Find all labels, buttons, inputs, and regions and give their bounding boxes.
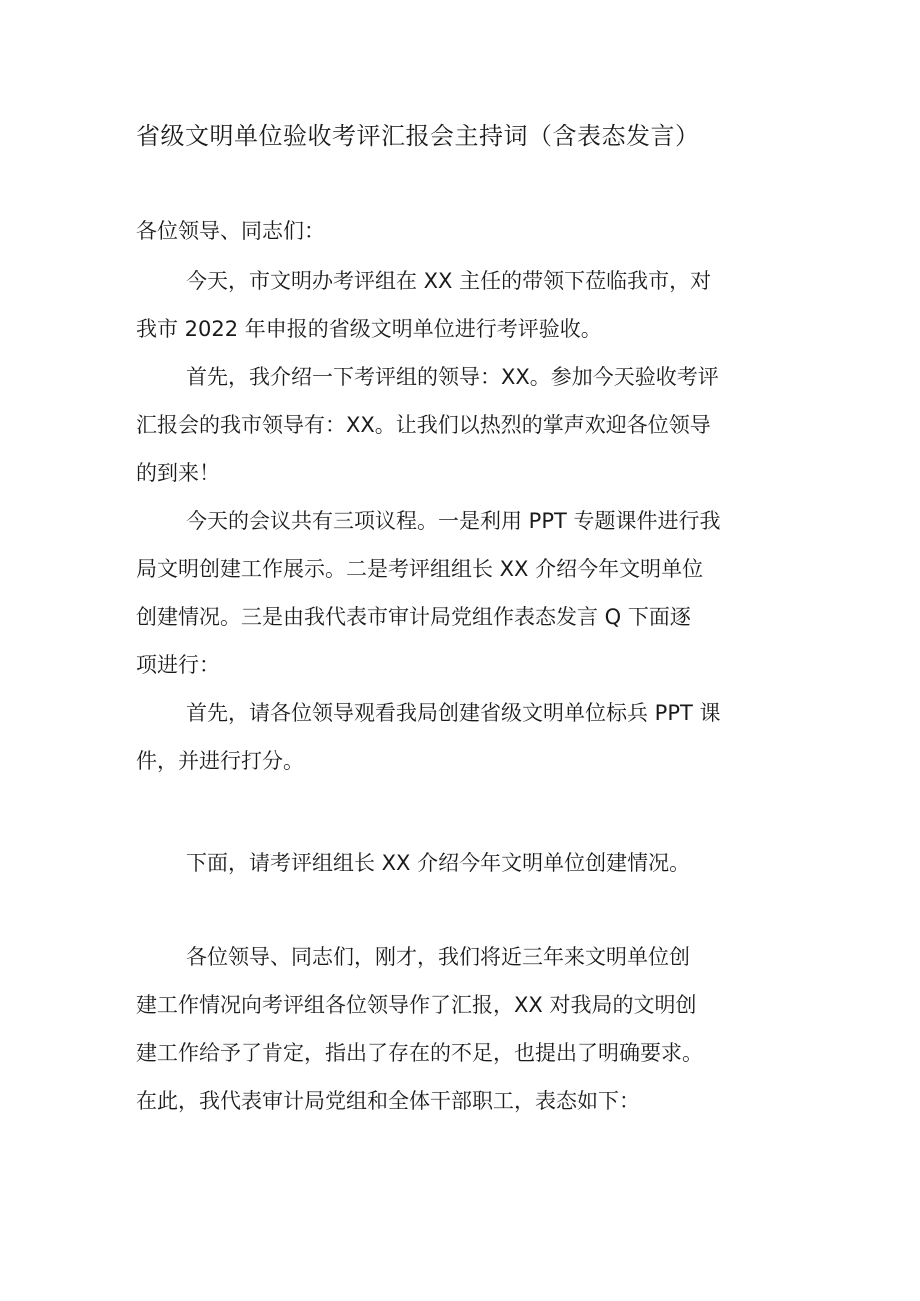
paragraph-line: 汇报会的我市领导有：XX。让我们以热烈的掌声欢迎各位领导	[136, 413, 711, 437]
paragraph-line: 在此，我代表审计局党组和全体干部职工，表态如下：	[136, 1089, 640, 1113]
paragraph-line: 创建情况。三是由我代表市审计局党组作表态发言 Q 下面逐	[136, 605, 691, 629]
paragraph-line: 我市 2022 年申报的省级文明单位进行考评验收。	[136, 317, 602, 341]
paragraph-line: 下面，请考评组组长 XX 介绍今年文明单位创建情况。	[186, 851, 691, 875]
paragraph-line: 建工作情况向考评组各位领导作了汇报，XX 对我局的文明创	[136, 993, 697, 1017]
paragraph-line: 的到来！	[136, 461, 220, 485]
paragraph-line: 今天的会议共有三项议程。一是利用 PPT 专题课件进行我	[186, 509, 721, 533]
paragraph-line: 首先，我介绍一下考评组的领导：XX。参加今天验收考评	[186, 365, 719, 389]
paragraph-line: 首先，请各位领导观看我局创建省级文明单位标兵 PPT 课	[186, 701, 721, 725]
paragraph-line: 件，并进行打分。	[136, 749, 304, 773]
paragraph-line: 局文明创建工作展示。二是考评组组长 XX 介绍今年文明单位	[136, 557, 704, 581]
paragraph-line: 项进行：	[136, 653, 220, 677]
document-title: 省级文明单位验收考评汇报会主持词（含表态发言）	[136, 122, 700, 150]
paragraph-line: 各位领导、同志们，刚才，我们将近三年来文明单位创	[186, 945, 690, 969]
paragraph-line: 今天，市文明办考评组在 XX 主任的带领下莅临我市，对	[186, 269, 712, 293]
salutation: 各位领导、同志们：	[136, 219, 325, 243]
paragraph-line: 建工作给予了肯定，指出了存在的不足，也提出了明确要求。	[136, 1041, 703, 1065]
